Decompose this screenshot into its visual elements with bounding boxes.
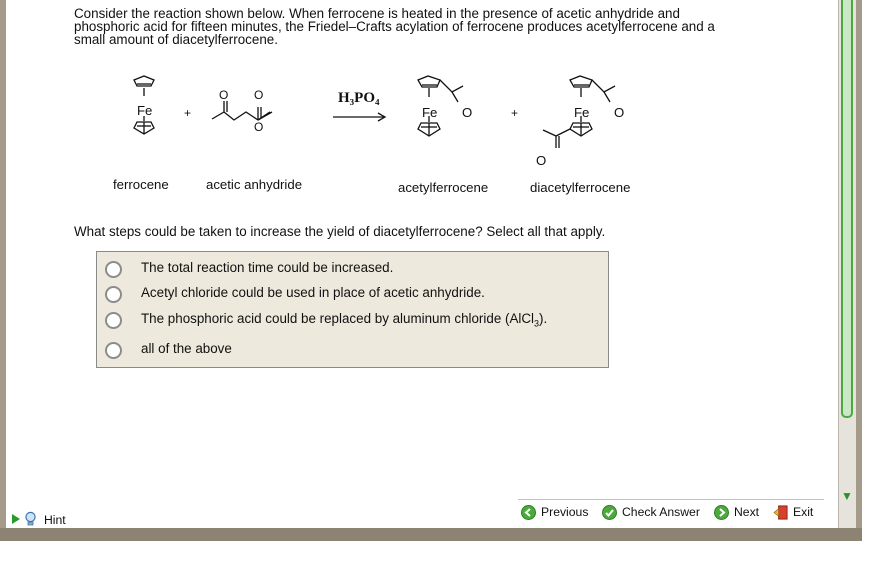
play-icon (12, 514, 20, 524)
exit-label: Exit (793, 505, 814, 519)
navigation-bar (518, 499, 824, 524)
acetic-anhydride-structure (212, 101, 272, 120)
reaction-arrow (333, 113, 385, 121)
answer-option[interactable] (105, 259, 600, 281)
intro-line-3: small amount of diacetylferrocene. (74, 32, 278, 47)
option-label: all of the above (141, 341, 232, 356)
acetylferrocene-fe-label: Fe (422, 105, 438, 120)
reaction-scheme (100, 70, 680, 200)
anhydride-oxygen-bridge: O (254, 120, 264, 134)
radio-button[interactable] (105, 312, 122, 329)
intro-line-1: Consider the reaction shown below. When ferrocene is heated in the presence of acetic anhydride and (74, 6, 680, 21)
previous-label: Previous (541, 505, 589, 519)
reagent-label: H₃PO₄ (338, 90, 380, 106)
anhydride-oxygen-right: O (254, 88, 264, 102)
next-label: Next (734, 505, 760, 519)
answer-option[interactable] (105, 310, 600, 332)
problem-intro (74, 7, 814, 46)
radio-button[interactable] (105, 261, 122, 278)
plus-sign-2: + (511, 106, 519, 120)
plus-sign-1: + (184, 106, 192, 120)
window-border-right (856, 0, 862, 541)
window-border-left (0, 0, 6, 541)
hint-label: Hint (44, 513, 66, 527)
ferrocene-fe-label: Fe (137, 103, 153, 118)
checkmark-icon (602, 505, 617, 520)
intro-line-2: phosphoric acid for fifteen minutes, the Friedel–Crafts acylation of ferrocene produces acetylferrocene and a (74, 19, 715, 34)
acetylferrocene-oxygen: O (462, 105, 473, 120)
label-acetic-anhydride: acetic anhydride (206, 177, 303, 192)
answer-options (96, 251, 609, 368)
radio-button[interactable] (105, 286, 122, 303)
scroll-down-arrow-icon[interactable]: ▼ (841, 489, 853, 503)
lightbulb-icon (24, 511, 37, 527)
question-text: What steps could be taken to increase the yield of diacetylferrocene? Select all that apply. (74, 224, 606, 239)
option-label: The phosphoric acid could be replaced by aluminum chloride (AlCl$_3$). (141, 311, 548, 329)
previous-arrow-icon (521, 505, 536, 520)
label-ferrocene: ferrocene (113, 177, 169, 192)
exit-door-icon (773, 505, 788, 520)
answer-option[interactable] (105, 340, 600, 362)
option-label: The total reaction time could be increased. (141, 260, 394, 275)
anhydride-oxygen-left: O (219, 88, 229, 102)
answer-option[interactable] (105, 284, 600, 306)
radio-button[interactable] (105, 342, 122, 359)
diacetylferrocene-fe-label: Fe (574, 105, 590, 120)
diacetylferrocene-oxygen-right: O (614, 105, 625, 120)
label-acetylferrocene: acetylferrocene (398, 180, 489, 195)
window-border-bottom (0, 528, 862, 541)
scrollbar-thumb[interactable] (841, 0, 853, 418)
option-label: Acetyl chloride could be used in place of acetic anhydride. (141, 285, 485, 300)
next-arrow-icon (714, 505, 729, 520)
check-answer-label: Check Answer (622, 505, 700, 519)
label-diacetylferrocene: diacetylferrocene (530, 180, 631, 195)
diacetylferrocene-oxygen-bottom: O (536, 153, 547, 168)
